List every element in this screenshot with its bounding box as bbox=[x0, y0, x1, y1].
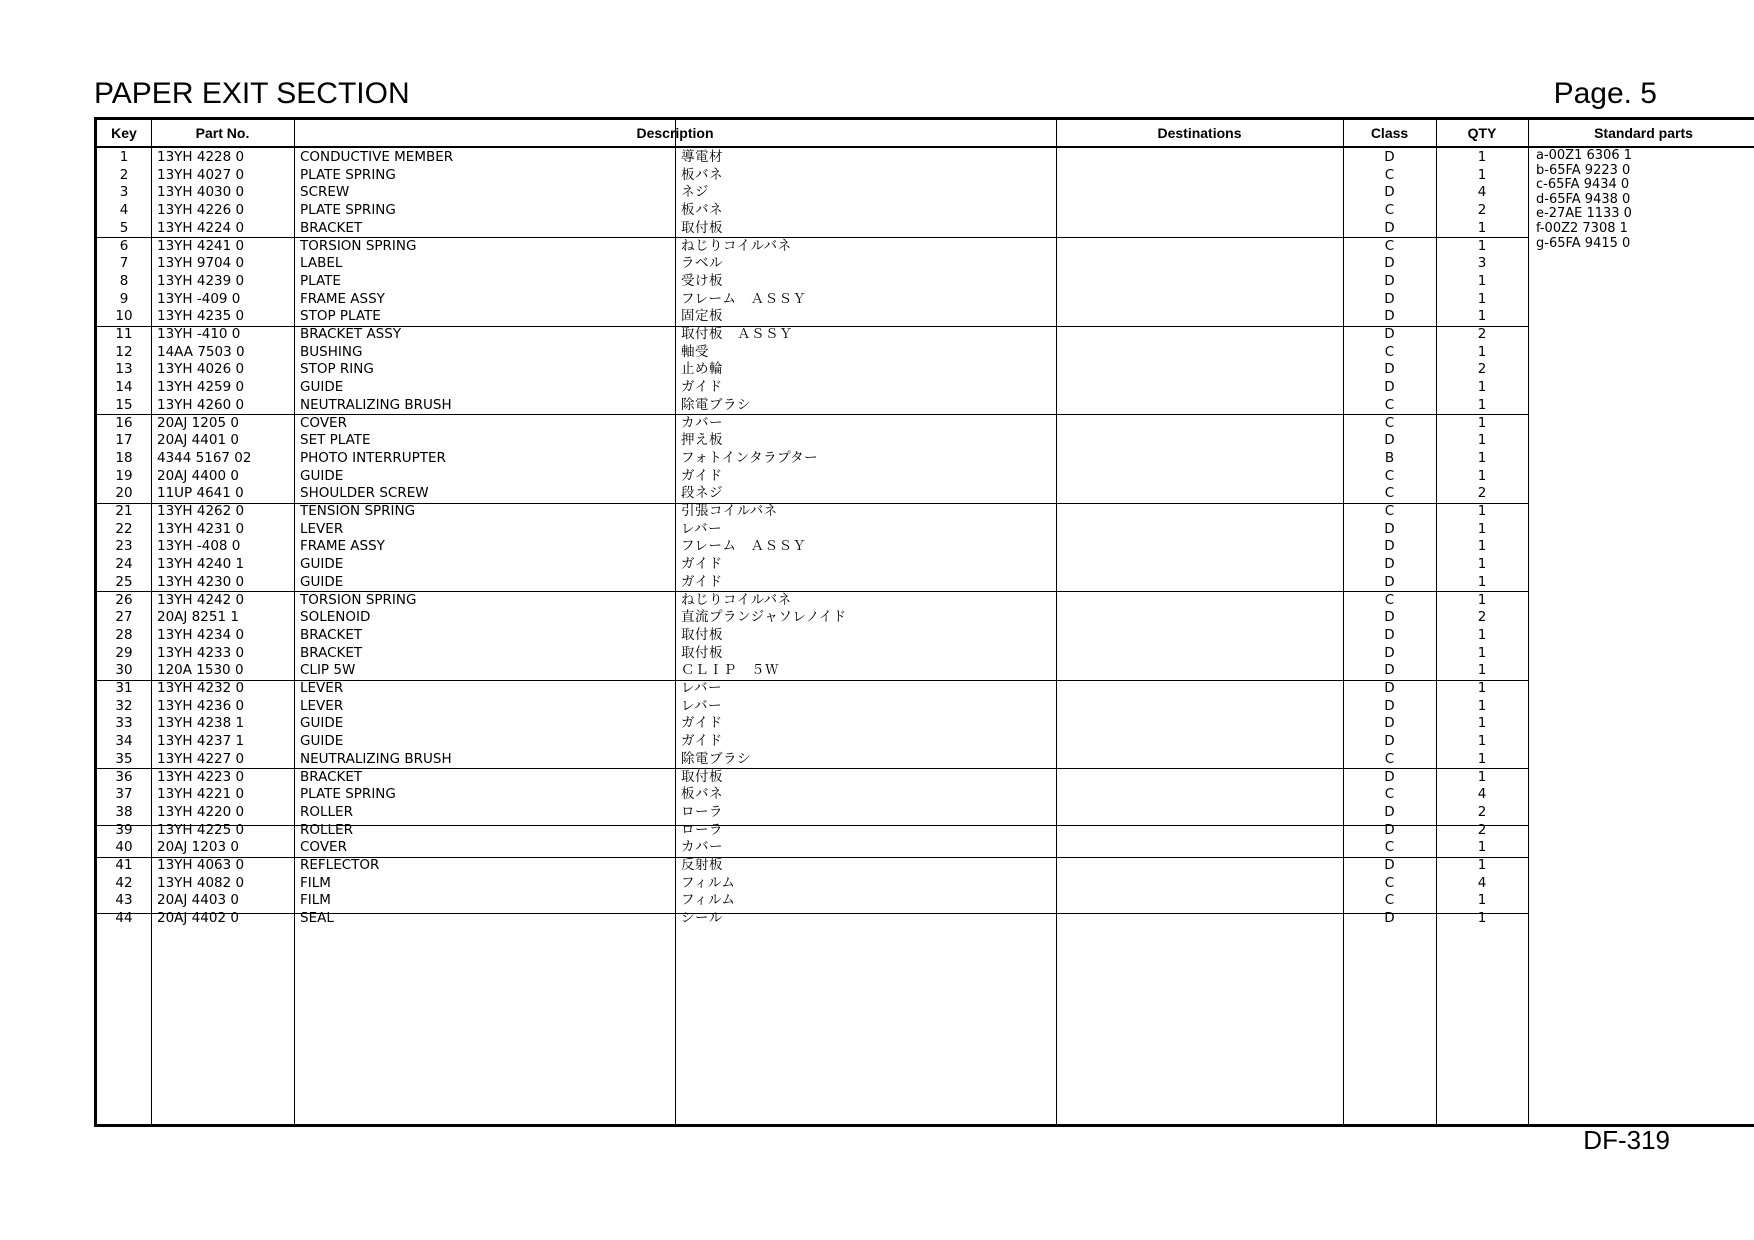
row-description-jp: フレーム ＡＳＳＹ bbox=[681, 538, 807, 555]
row-key: 13 bbox=[115, 361, 133, 378]
row-key: 25 bbox=[115, 573, 133, 590]
header-part-no: Part No. bbox=[195, 125, 250, 141]
row-qty: 1 bbox=[1477, 556, 1487, 573]
row-key: 33 bbox=[115, 715, 133, 732]
page-number: Page. 5 bbox=[1553, 77, 1657, 110]
row-description: BRACKET bbox=[300, 644, 363, 661]
row-qty: 1 bbox=[1477, 892, 1487, 909]
row-part-no: 14AA 7503 0 bbox=[157, 343, 245, 360]
row-qty: 4 bbox=[1477, 786, 1487, 803]
row-description: BRACKET bbox=[300, 768, 363, 785]
row-qty: 1 bbox=[1477, 768, 1487, 785]
row-description: BUSHING bbox=[300, 343, 363, 360]
row-part-no: 13YH 4225 0 bbox=[157, 821, 245, 838]
row-key: 9 bbox=[119, 290, 129, 307]
row-description: REFLECTOR bbox=[300, 857, 380, 873]
row-class: D bbox=[1384, 308, 1395, 325]
row-key: 10 bbox=[115, 308, 133, 325]
row-description-jp: ガイド bbox=[681, 379, 723, 396]
row-part-no: 20AJ 1203 0 bbox=[157, 839, 239, 856]
row-description: PHOTO INTERRUPTER bbox=[300, 449, 446, 466]
row-class: D bbox=[1384, 379, 1395, 396]
row-description: SET PLATE bbox=[300, 432, 371, 449]
standard-part-item: b-65FA 9223 0 bbox=[1536, 162, 1631, 178]
row-qty: 4 bbox=[1477, 874, 1487, 891]
row-description-jp: ガイド bbox=[681, 467, 723, 484]
row-description-jp: 軸受 bbox=[681, 343, 709, 360]
row-description: GUIDE bbox=[300, 715, 344, 732]
row-class: D bbox=[1384, 556, 1395, 573]
row-qty: 2 bbox=[1477, 803, 1487, 820]
row-class: D bbox=[1384, 184, 1395, 201]
row-class: C bbox=[1384, 467, 1395, 484]
header-description: Description bbox=[636, 125, 714, 141]
row-description-jp: 取付板 bbox=[681, 626, 723, 643]
row-description: LEVER bbox=[300, 697, 344, 714]
row-class: D bbox=[1384, 626, 1395, 643]
row-qty: 1 bbox=[1477, 697, 1487, 714]
row-class: C bbox=[1384, 839, 1395, 856]
standard-part-item: d-65FA 9438 0 bbox=[1536, 191, 1631, 207]
row-description-jp: ガイド bbox=[681, 733, 723, 750]
col-divider-key bbox=[151, 120, 152, 1124]
row-description-jp: レバー bbox=[681, 697, 723, 714]
row-part-no: 13YH 4230 0 bbox=[157, 573, 245, 590]
row-description-jp: ガイド bbox=[681, 573, 723, 590]
row-class: D bbox=[1384, 609, 1395, 626]
row-key: 30 bbox=[115, 662, 133, 679]
row-qty: 1 bbox=[1477, 591, 1487, 608]
row-part-no: 20AJ 8251 1 bbox=[157, 609, 239, 626]
standard-part-item: e-27AE 1133 0 bbox=[1536, 206, 1632, 222]
row-key: 15 bbox=[115, 396, 133, 413]
row-key: 11 bbox=[115, 326, 133, 342]
row-class: D bbox=[1384, 255, 1395, 272]
row-part-no: 13YH 4259 0 bbox=[157, 379, 245, 396]
row-part-no: 13YH 4262 0 bbox=[157, 503, 245, 519]
row-class: D bbox=[1384, 573, 1395, 590]
row-description: ROLLER bbox=[300, 803, 353, 820]
row-description: GUIDE bbox=[300, 573, 344, 590]
row-part-no: 11UP 4641 0 bbox=[157, 485, 244, 502]
row-qty: 1 bbox=[1477, 272, 1487, 289]
row-qty: 2 bbox=[1477, 326, 1487, 342]
row-description-jp: ガイド bbox=[681, 556, 723, 573]
row-qty: 1 bbox=[1477, 308, 1487, 325]
row-class: C bbox=[1384, 202, 1395, 219]
row-key: 35 bbox=[115, 750, 133, 767]
row-qty: 1 bbox=[1477, 910, 1487, 927]
row-qty: 1 bbox=[1477, 432, 1487, 449]
row-key: 39 bbox=[115, 821, 133, 838]
row-description: PLATE SPRING bbox=[300, 786, 396, 803]
row-description-jp: 反射板 bbox=[681, 857, 723, 873]
row-class: D bbox=[1384, 432, 1395, 449]
row-description: GUIDE bbox=[300, 379, 344, 396]
row-part-no: 20AJ 1205 0 bbox=[157, 414, 239, 431]
row-key: 12 bbox=[115, 343, 133, 360]
row-class: D bbox=[1384, 821, 1395, 838]
row-qty: 1 bbox=[1477, 467, 1487, 484]
standard-part-item: g-65FA 9415 0 bbox=[1536, 235, 1631, 251]
row-description-jp: 止め輪 bbox=[681, 361, 723, 378]
row-qty: 1 bbox=[1477, 680, 1487, 696]
row-qty: 1 bbox=[1477, 414, 1487, 431]
col-divider-desc-en bbox=[675, 120, 676, 1124]
row-key: 32 bbox=[115, 697, 133, 714]
row-key: 42 bbox=[115, 874, 133, 891]
row-part-no: 13YH 4228 0 bbox=[157, 149, 245, 165]
row-class: D bbox=[1384, 662, 1395, 679]
row-description-jp: 板バネ bbox=[681, 202, 723, 219]
row-description-jp: 固定板 bbox=[681, 308, 723, 325]
row-description: STOP PLATE bbox=[300, 308, 381, 325]
row-description-jp: レバー bbox=[681, 680, 723, 696]
page-title: PAPER EXIT SECTION bbox=[94, 77, 410, 110]
row-key: 7 bbox=[119, 255, 129, 272]
row-description-jp: フィルム bbox=[681, 874, 736, 891]
row-description-jp: 取付板 ＡＳＳＹ bbox=[681, 326, 793, 342]
row-key: 8 bbox=[119, 272, 129, 289]
row-description: SEAL bbox=[300, 910, 334, 927]
row-description: CONDUCTIVE MEMBER bbox=[300, 149, 454, 165]
standard-part-item: a-00Z1 6306 1 bbox=[1536, 148, 1632, 163]
col-divider-qty bbox=[1528, 120, 1529, 1124]
row-key: 26 bbox=[115, 591, 133, 608]
row-qty: 1 bbox=[1477, 166, 1487, 183]
row-class: D bbox=[1384, 326, 1395, 342]
row-part-no: 13YH 4030 0 bbox=[157, 184, 245, 201]
row-key: 14 bbox=[115, 379, 133, 396]
row-key: 34 bbox=[115, 733, 133, 750]
row-class: C bbox=[1384, 591, 1395, 608]
row-description: LEVER bbox=[300, 680, 344, 696]
row-part-no: 20AJ 4401 0 bbox=[157, 432, 239, 449]
row-key: 6 bbox=[119, 237, 129, 254]
row-description-jp: 除電ブラシ bbox=[681, 750, 751, 767]
row-part-no: 13YH 4233 0 bbox=[157, 644, 245, 661]
blank-row-divider bbox=[97, 825, 1528, 826]
row-class: C bbox=[1384, 166, 1395, 183]
row-description-jp: カバー bbox=[681, 414, 723, 431]
row-description: PLATE SPRING bbox=[300, 202, 396, 219]
row-key: 5 bbox=[119, 219, 129, 236]
row-description: BRACKET bbox=[300, 626, 363, 643]
row-description: FILM bbox=[300, 892, 331, 909]
row-description: PLATE bbox=[300, 272, 341, 289]
row-description: LEVER bbox=[300, 520, 344, 537]
col-divider-description bbox=[1056, 120, 1057, 1124]
row-class: C bbox=[1384, 343, 1395, 360]
header-standard-parts: Standard parts bbox=[1594, 125, 1693, 141]
parts-table bbox=[94, 117, 1754, 1127]
row-key: 38 bbox=[115, 803, 133, 820]
row-key: 22 bbox=[115, 520, 133, 537]
row-description-jp: 押え板 bbox=[681, 432, 723, 449]
row-description-jp: ローラ bbox=[681, 821, 723, 838]
row-qty: 2 bbox=[1477, 361, 1487, 378]
row-description-jp: カバー bbox=[681, 839, 723, 856]
row-qty: 1 bbox=[1477, 857, 1487, 873]
row-key: 43 bbox=[115, 892, 133, 909]
row-key: 41 bbox=[115, 857, 133, 873]
model-number: DF-319 bbox=[1583, 1125, 1670, 1155]
row-description-jp: 取付板 bbox=[681, 219, 723, 236]
header-destinations: Destinations bbox=[1157, 125, 1242, 141]
row-qty: 1 bbox=[1477, 290, 1487, 307]
row-description: BRACKET ASSY bbox=[300, 326, 402, 342]
row-class: D bbox=[1384, 768, 1395, 785]
row-part-no: 13YH 4232 0 bbox=[157, 680, 245, 696]
row-key: 37 bbox=[115, 786, 133, 803]
row-qty: 3 bbox=[1477, 255, 1487, 272]
row-description-jp: レバー bbox=[681, 520, 723, 537]
row-description-jp: フレーム ＡＳＳＹ bbox=[681, 290, 807, 307]
row-qty: 1 bbox=[1477, 379, 1487, 396]
row-part-no: 13YH 4235 0 bbox=[157, 308, 245, 325]
row-part-no: 13YH 4224 0 bbox=[157, 219, 245, 236]
row-description-jp: ねじりコイルバネ bbox=[681, 591, 792, 608]
row-key: 4 bbox=[119, 202, 129, 219]
row-part-no: 20AJ 4400 0 bbox=[157, 467, 239, 484]
row-part-no: 13YH 4242 0 bbox=[157, 591, 245, 608]
row-key: 2 bbox=[119, 166, 129, 183]
row-description: SHOULDER SCREW bbox=[300, 485, 429, 502]
row-key: 23 bbox=[115, 538, 133, 555]
row-part-no: 13YH 4231 0 bbox=[157, 520, 245, 537]
row-class: D bbox=[1384, 149, 1395, 165]
row-description-jp: フォトインタラプター bbox=[681, 449, 819, 466]
row-description: SCREW bbox=[300, 184, 350, 201]
row-key: 28 bbox=[115, 626, 133, 643]
header-qty: QTY bbox=[1467, 125, 1497, 141]
row-key: 27 bbox=[115, 609, 133, 626]
row-description-jp: 取付板 bbox=[681, 644, 723, 661]
row-part-no: 13YH 4221 0 bbox=[157, 786, 245, 803]
row-class: B bbox=[1384, 449, 1395, 466]
row-description-jp: 直流プランジャソレノイド bbox=[681, 609, 847, 626]
row-class: D bbox=[1384, 680, 1395, 696]
row-class: D bbox=[1384, 219, 1395, 236]
row-part-no: 13YH 4063 0 bbox=[157, 857, 245, 873]
row-qty: 2 bbox=[1477, 821, 1487, 838]
row-part-no: 13YH -408 0 bbox=[157, 538, 241, 555]
row-qty: 1 bbox=[1477, 715, 1487, 732]
row-description-jp: ガイド bbox=[681, 715, 723, 732]
row-description-jp: 板バネ bbox=[681, 166, 723, 183]
row-qty: 1 bbox=[1477, 396, 1487, 413]
row-part-no: 13YH 4236 0 bbox=[157, 697, 245, 714]
row-key: 44 bbox=[115, 910, 133, 927]
row-key: 20 bbox=[115, 485, 133, 502]
row-qty: 1 bbox=[1477, 573, 1487, 590]
blank-row-divider bbox=[97, 913, 1528, 914]
row-description: COVER bbox=[300, 414, 347, 431]
row-class: D bbox=[1384, 361, 1395, 378]
row-description-jp: ネジ bbox=[681, 184, 709, 201]
row-description: PLATE SPRING bbox=[300, 166, 396, 183]
standard-part-item: c-65FA 9434 0 bbox=[1536, 177, 1630, 193]
row-description: SOLENOID bbox=[300, 609, 371, 626]
row-part-no: 13YH -409 0 bbox=[157, 290, 241, 307]
row-description-jp: ねじりコイルバネ bbox=[681, 237, 792, 254]
row-description-jp: 受け板 bbox=[681, 272, 723, 289]
row-description-jp: 導電材 bbox=[681, 149, 723, 165]
row-qty: 2 bbox=[1477, 485, 1487, 502]
standard-parts-list bbox=[1530, 149, 1754, 251]
row-description: FRAME ASSY bbox=[300, 290, 385, 307]
row-key: 18 bbox=[115, 449, 133, 466]
row-part-no: 4344 5167 02 bbox=[157, 449, 252, 466]
row-key: 3 bbox=[119, 184, 129, 201]
row-class: D bbox=[1384, 715, 1395, 732]
row-description-jp: 段ネジ bbox=[681, 485, 723, 502]
row-qty: 2 bbox=[1477, 609, 1487, 626]
row-description-jp: 板バネ bbox=[681, 786, 723, 803]
row-description: STOP RING bbox=[300, 361, 374, 378]
header-class: Class bbox=[1370, 125, 1409, 141]
row-qty: 4 bbox=[1477, 184, 1487, 201]
row-description-jp: 引張コイルバネ bbox=[681, 503, 778, 519]
row-description-jp: シール bbox=[681, 910, 723, 927]
row-key: 24 bbox=[115, 556, 133, 573]
row-class: C bbox=[1384, 485, 1395, 502]
row-description-jp: ラベル bbox=[681, 255, 723, 272]
row-part-no: 13YH 4238 1 bbox=[157, 715, 245, 732]
row-class: C bbox=[1384, 892, 1395, 909]
row-class: D bbox=[1384, 803, 1395, 820]
row-qty: 1 bbox=[1477, 839, 1487, 856]
row-description-jp: フィルム bbox=[681, 892, 736, 909]
row-description: NEUTRALIZING BRUSH bbox=[300, 396, 452, 413]
row-key: 19 bbox=[115, 467, 133, 484]
row-qty: 1 bbox=[1477, 662, 1487, 679]
row-qty: 1 bbox=[1477, 644, 1487, 661]
row-qty: 1 bbox=[1477, 503, 1487, 519]
row-part-no: 13YH 4237 1 bbox=[157, 733, 245, 750]
row-part-no: 13YH 4260 0 bbox=[157, 396, 245, 413]
row-part-no: 13YH 4227 0 bbox=[157, 750, 245, 767]
row-qty: 1 bbox=[1477, 343, 1487, 360]
row-class: C bbox=[1384, 786, 1395, 803]
row-key: 40 bbox=[115, 839, 133, 856]
row-description-jp: 除電ブラシ bbox=[681, 396, 751, 413]
row-class: D bbox=[1384, 520, 1395, 537]
row-class: C bbox=[1384, 874, 1395, 891]
row-description-jp: ローラ bbox=[681, 803, 723, 820]
row-class: D bbox=[1384, 272, 1395, 289]
row-part-no: 13YH 4027 0 bbox=[157, 166, 245, 183]
row-description: BRACKET bbox=[300, 219, 363, 236]
row-key: 31 bbox=[115, 680, 133, 696]
row-qty: 1 bbox=[1477, 750, 1487, 767]
row-description: COVER bbox=[300, 839, 347, 856]
row-class: C bbox=[1384, 750, 1395, 767]
row-part-no: 13YH 4241 0 bbox=[157, 237, 245, 254]
row-part-no: 13YH 4226 0 bbox=[157, 202, 245, 219]
header-key: Key bbox=[111, 125, 137, 141]
row-description: GUIDE bbox=[300, 733, 344, 750]
row-class: D bbox=[1384, 290, 1395, 307]
row-key: 1 bbox=[119, 149, 129, 165]
row-description: ROLLER bbox=[300, 821, 353, 838]
row-part-no: 20AJ 4402 0 bbox=[157, 910, 239, 927]
row-qty: 1 bbox=[1477, 520, 1487, 537]
row-class: D bbox=[1384, 733, 1395, 750]
row-qty: 1 bbox=[1477, 538, 1487, 555]
row-part-no: 13YH -410 0 bbox=[157, 326, 241, 342]
row-class: C bbox=[1384, 414, 1395, 431]
row-description: CLIP 5W bbox=[300, 662, 356, 679]
row-key: 36 bbox=[115, 768, 133, 785]
row-class: D bbox=[1384, 697, 1395, 714]
row-class: C bbox=[1384, 396, 1395, 413]
row-description-jp: ＣＬＩＰ ５Ｗ bbox=[681, 662, 779, 679]
row-key: 21 bbox=[115, 503, 133, 519]
row-description: TORSION SPRING bbox=[300, 591, 417, 608]
col-divider-part-no bbox=[294, 120, 295, 1124]
row-part-no: 120A 1530 0 bbox=[157, 662, 244, 679]
row-qty: 1 bbox=[1477, 733, 1487, 750]
row-key: 16 bbox=[115, 414, 133, 431]
row-part-no: 13YH 4220 0 bbox=[157, 803, 245, 820]
row-part-no: 13YH 4239 0 bbox=[157, 272, 245, 289]
row-description-jp: 取付板 bbox=[681, 768, 723, 785]
row-key: 29 bbox=[115, 644, 133, 661]
row-part-no: 13YH 4026 0 bbox=[157, 361, 245, 378]
row-description: GUIDE bbox=[300, 556, 344, 573]
row-part-no: 13YH 9704 0 bbox=[157, 255, 245, 272]
row-class: D bbox=[1384, 644, 1395, 661]
row-class: D bbox=[1384, 538, 1395, 555]
row-qty: 1 bbox=[1477, 626, 1487, 643]
row-class: D bbox=[1384, 857, 1395, 873]
row-description: TORSION SPRING bbox=[300, 237, 417, 254]
row-description: FRAME ASSY bbox=[300, 538, 385, 555]
row-part-no: 13YH 4082 0 bbox=[157, 874, 245, 891]
row-qty: 1 bbox=[1477, 449, 1487, 466]
row-part-no: 13YH 4223 0 bbox=[157, 768, 245, 785]
row-class: C bbox=[1384, 237, 1395, 254]
row-class: D bbox=[1384, 910, 1395, 927]
row-key: 17 bbox=[115, 432, 133, 449]
row-description: NEUTRALIZING BRUSH bbox=[300, 750, 452, 767]
row-description: FILM bbox=[300, 874, 331, 891]
standard-part-item: f-00Z2 7308 1 bbox=[1536, 220, 1628, 236]
row-qty: 1 bbox=[1477, 149, 1487, 165]
row-part-no: 20AJ 4403 0 bbox=[157, 892, 239, 909]
row-class: C bbox=[1384, 503, 1395, 519]
row-description: TENSION SPRING bbox=[300, 503, 416, 519]
row-description: GUIDE bbox=[300, 467, 344, 484]
row-qty: 1 bbox=[1477, 219, 1487, 236]
row-qty: 1 bbox=[1477, 237, 1487, 254]
row-qty: 2 bbox=[1477, 202, 1487, 219]
row-part-no: 13YH 4234 0 bbox=[157, 626, 245, 643]
row-description: LABEL bbox=[300, 255, 343, 272]
row-part-no: 13YH 4240 1 bbox=[157, 556, 245, 573]
